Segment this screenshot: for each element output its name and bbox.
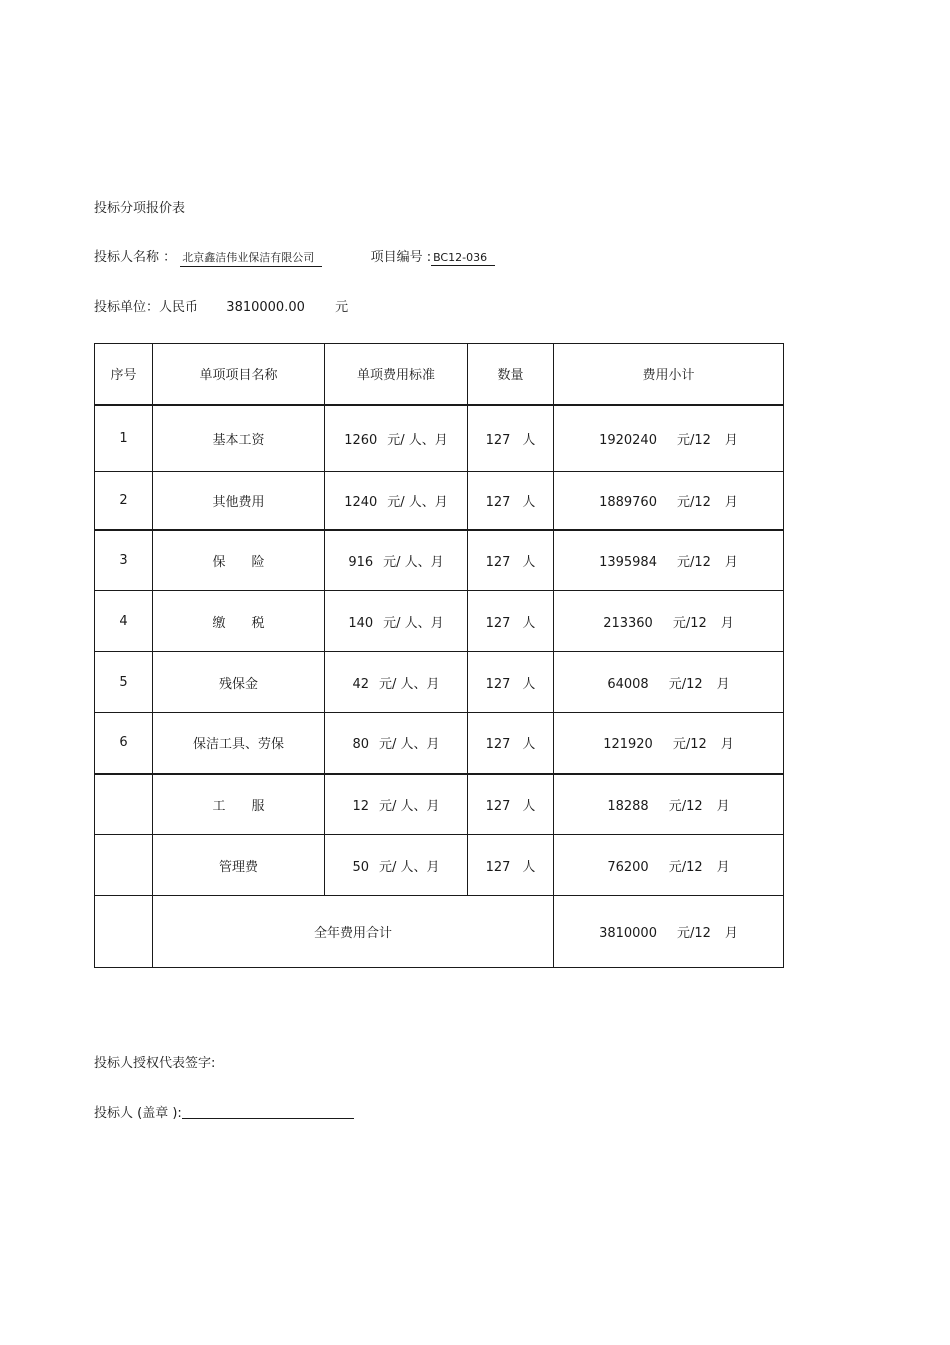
standard-value: 140 xyxy=(348,615,374,631)
subtotal-unit: 元/12 xyxy=(672,737,707,753)
subtotal-value: 121920 xyxy=(603,737,653,753)
quantity-value: 127 xyxy=(485,494,511,510)
cell-subtotal xyxy=(554,774,784,835)
subtotal-unit: 元/12 xyxy=(676,494,711,510)
cell-no xyxy=(95,896,153,968)
header-no: 序号 xyxy=(95,344,153,405)
table-row xyxy=(95,405,784,472)
standard-unit: 元/ 人、月 xyxy=(379,737,440,753)
quantity-value: 127 xyxy=(485,737,511,753)
cell-standard xyxy=(325,713,468,774)
table-row xyxy=(95,713,784,774)
standard-unit: 元/ 人、月 xyxy=(387,432,448,448)
standard-value: 50 xyxy=(352,859,370,875)
cell-subtotal xyxy=(554,405,784,472)
cell-item-name: 管理费 xyxy=(153,835,325,896)
subtotal-month: 月 xyxy=(724,494,738,510)
form-title: 投标分项报价表 xyxy=(94,201,186,216)
cell-quantity xyxy=(468,652,554,713)
project-number-label: 项目编号 : xyxy=(370,250,432,265)
bidder-line xyxy=(94,246,495,267)
cell-subtotal xyxy=(554,591,784,652)
table-row xyxy=(95,472,784,530)
quantity-unit: 人 xyxy=(522,432,536,448)
cell-quantity xyxy=(468,835,554,896)
subtotal-unit: 元/12 xyxy=(672,615,707,631)
quantity-value: 127 xyxy=(485,676,511,692)
subtotal-value: 64008 xyxy=(607,676,649,692)
seal-blank-field[interactable] xyxy=(182,1105,354,1119)
bidder-name-label: 投标人名称 ： xyxy=(94,250,177,265)
subtotal-unit: 元/12 xyxy=(668,798,703,814)
header-subtotal: 费用小计 xyxy=(554,344,784,405)
cell-item-name: 基本工资 xyxy=(153,405,325,472)
standard-value: 42 xyxy=(352,676,370,692)
cell-quantity xyxy=(468,713,554,774)
cell-item-name: 保洁工具、劳保 xyxy=(153,713,325,774)
table-total-row xyxy=(95,896,784,968)
cell-subtotal xyxy=(554,835,784,896)
cell-no: 2 xyxy=(95,472,153,530)
subtotal-unit: 元/12 xyxy=(668,859,703,875)
standard-unit: 元/ 人、月 xyxy=(379,798,440,814)
quantity-unit: 人 xyxy=(522,615,536,631)
cell-no: 5 xyxy=(95,652,153,713)
cell-no xyxy=(95,835,153,896)
quantity-value: 127 xyxy=(485,615,511,631)
subtotal-value: 76200 xyxy=(607,859,649,875)
cell-no: 4 xyxy=(95,591,153,652)
subtotal-value: 213360 xyxy=(603,615,653,631)
quantity-value: 127 xyxy=(485,432,511,448)
cell-standard xyxy=(325,591,468,652)
cell-standard xyxy=(325,774,468,835)
table-header-row xyxy=(95,344,784,405)
cell-quantity xyxy=(468,591,554,652)
subtotal-month: 月 xyxy=(720,615,734,631)
standard-value: 12 xyxy=(352,798,370,814)
cell-subtotal xyxy=(554,530,784,591)
standard-unit: 元/ 人、月 xyxy=(383,615,444,631)
cell-standard xyxy=(325,405,468,472)
cell-standard xyxy=(325,652,468,713)
signature-label: 投标人授权代表签字: xyxy=(94,1056,216,1071)
cell-no: 3 xyxy=(95,530,153,591)
cell-item-name: 工 服 xyxy=(153,774,325,835)
seal-line xyxy=(94,1102,354,1121)
cell-item-name: 残保金 xyxy=(153,652,325,713)
subtotal-month: 月 xyxy=(724,554,738,570)
quantity-unit: 人 xyxy=(522,859,536,875)
subtotal-month: 月 xyxy=(716,798,730,814)
quantity-value: 127 xyxy=(485,859,511,875)
cell-quantity xyxy=(468,530,554,591)
subtotal-value: 1889760 xyxy=(599,494,657,510)
cell-no xyxy=(95,774,153,835)
cell-item-name: 其他费用 xyxy=(153,472,325,530)
subtotal-unit: 元/12 xyxy=(676,554,711,570)
bid-unit-label: 投标单位：人民币 xyxy=(94,300,199,315)
cell-standard xyxy=(325,530,468,591)
header-item-name: 单项项目名称 xyxy=(153,344,325,405)
subtotal-month: 月 xyxy=(720,737,734,753)
bid-unit-line xyxy=(94,296,348,315)
subtotal-month: 月 xyxy=(716,859,730,875)
subtotal-month: 月 xyxy=(724,432,738,448)
subtotal-month: 月 xyxy=(716,676,730,692)
bid-unit-currency: 元 xyxy=(335,300,349,315)
quantity-value: 127 xyxy=(485,554,511,570)
cell-quantity xyxy=(468,774,554,835)
cell-quantity xyxy=(468,405,554,472)
cell-standard xyxy=(325,835,468,896)
table-row xyxy=(95,530,784,591)
header-quantity: 数量 xyxy=(468,344,554,405)
cell-standard xyxy=(325,472,468,530)
project-number-value: BC12-036 xyxy=(431,251,495,266)
standard-value: 1260 xyxy=(344,432,378,448)
standard-value: 1240 xyxy=(344,494,378,510)
subtotal-value: 1395984 xyxy=(599,554,657,570)
seal-label: 投标人 (盖章 ): xyxy=(94,1106,182,1121)
standard-unit: 元/ 人、月 xyxy=(383,554,444,570)
cell-subtotal xyxy=(554,713,784,774)
quantity-unit: 人 xyxy=(522,554,536,570)
standard-unit: 元/ 人、月 xyxy=(387,494,448,510)
bidder-name-value: 北京鑫洁伟业保洁有限公司 xyxy=(180,249,322,267)
quantity-unit: 人 xyxy=(522,494,536,510)
cell-subtotal xyxy=(554,472,784,530)
total-subtotal xyxy=(554,896,784,968)
quantity-unit: 人 xyxy=(522,798,536,814)
subtotal-value: 1920240 xyxy=(599,432,657,448)
total-value: 3810000 xyxy=(599,926,657,941)
subtotal-unit: 元/12 xyxy=(668,676,703,692)
bid-unit-amount: 3810000.00 xyxy=(226,300,305,315)
cell-no: 1 xyxy=(95,405,153,472)
cell-no: 6 xyxy=(95,713,153,774)
cell-quantity xyxy=(468,472,554,530)
total-unit: 元/12 xyxy=(676,926,711,941)
standard-unit: 元/ 人、月 xyxy=(379,859,440,875)
subtotal-unit: 元/12 xyxy=(676,432,711,448)
table-row xyxy=(95,591,784,652)
quantity-unit: 人 xyxy=(522,737,536,753)
cell-item-name: 保 险 xyxy=(153,530,325,591)
total-month: 月 xyxy=(724,926,738,941)
subtotal-value: 18288 xyxy=(607,798,649,814)
quantity-unit: 人 xyxy=(522,676,536,692)
table-row xyxy=(95,652,784,713)
standard-unit: 元/ 人、月 xyxy=(379,676,440,692)
total-label: 全年费用合计 xyxy=(153,896,554,968)
table-row xyxy=(95,774,784,835)
table-row xyxy=(95,835,784,896)
standard-value: 80 xyxy=(352,737,370,753)
quotation-table xyxy=(94,343,784,968)
cell-subtotal xyxy=(554,652,784,713)
cell-item-name: 缴 税 xyxy=(153,591,325,652)
standard-value: 916 xyxy=(348,554,374,570)
header-standard: 单项费用标准 xyxy=(325,344,468,405)
quantity-value: 127 xyxy=(485,798,511,814)
